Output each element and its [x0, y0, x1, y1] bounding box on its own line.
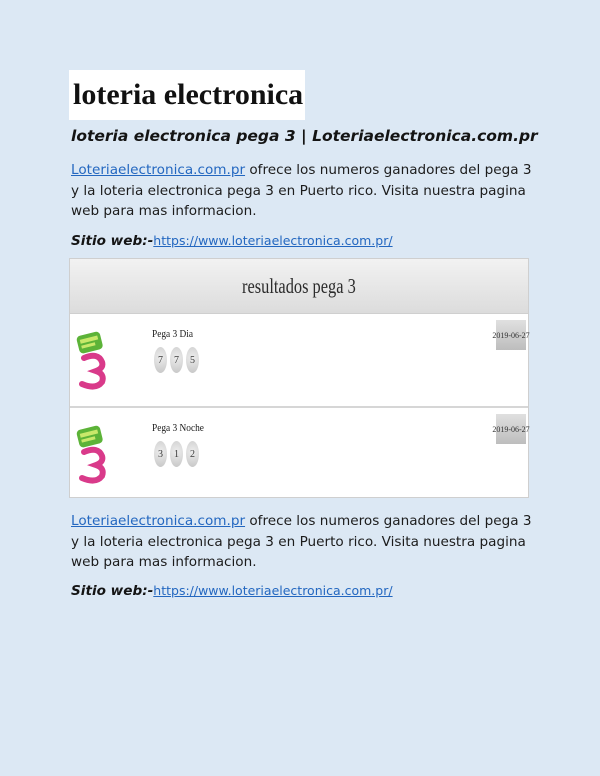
website-label: Sitio web:- [71, 233, 154, 249]
website-url-link[interactable]: https://www.loteriaelectronica.com.pr/ [153, 583, 393, 598]
site-link[interactable]: Loteriaelectronica.com.pr [71, 513, 246, 529]
number-ball: 2 [186, 441, 199, 467]
results-panel [69, 258, 529, 498]
number-ball: 7 [170, 347, 183, 373]
draw-row-dia [70, 314, 528, 408]
logo-banner [69, 70, 305, 120]
number-ball: 5 [186, 347, 199, 373]
number-balls [154, 441, 199, 467]
draw-date: 2019-06-27 [496, 320, 526, 350]
draw-name: Pega 3 Noche [152, 422, 204, 434]
number-ball: 1 [170, 441, 183, 467]
intro-paragraph [71, 160, 541, 222]
intro-text: ofrece los numeros ganadores del pega 3 y la loteria electronica pega 3 en Puerto rico. Visita nuestra pagina web para mas informacion. [71, 162, 532, 219]
site-link[interactable]: Loteriaelectronica.com.pr [71, 162, 246, 178]
results-title: resultados pega 3 [242, 273, 356, 298]
draw-row-noche [70, 408, 528, 500]
draw-date: 2019-06-27 [496, 414, 526, 444]
pega-3-logo-icon [76, 328, 110, 390]
results-header [70, 259, 528, 314]
number-ball: 3 [154, 441, 167, 467]
website-line-bottom [71, 583, 393, 599]
number-ball: 7 [154, 347, 167, 373]
page-heading: loteria electronica pega 3 | Loteriaelectronica.com.pr [71, 127, 538, 145]
pega-3-logo-icon [76, 422, 110, 484]
draw-name: Pega 3 Dia [152, 328, 194, 340]
number-balls [154, 347, 199, 373]
website-line [71, 233, 393, 249]
website-url-link[interactable]: https://www.loteriaelectronica.com.pr/ [153, 233, 393, 248]
logo-text: loteria electronica [73, 78, 304, 111]
repeat-text: ofrece los numeros ganadores del pega 3 y la loteria electronica pega 3 en Puerto rico. Visita nuestra pagina web para mas informacion. [71, 513, 532, 570]
website-label: Sitio web:- [71, 583, 154, 599]
repeat-paragraph [71, 511, 541, 573]
